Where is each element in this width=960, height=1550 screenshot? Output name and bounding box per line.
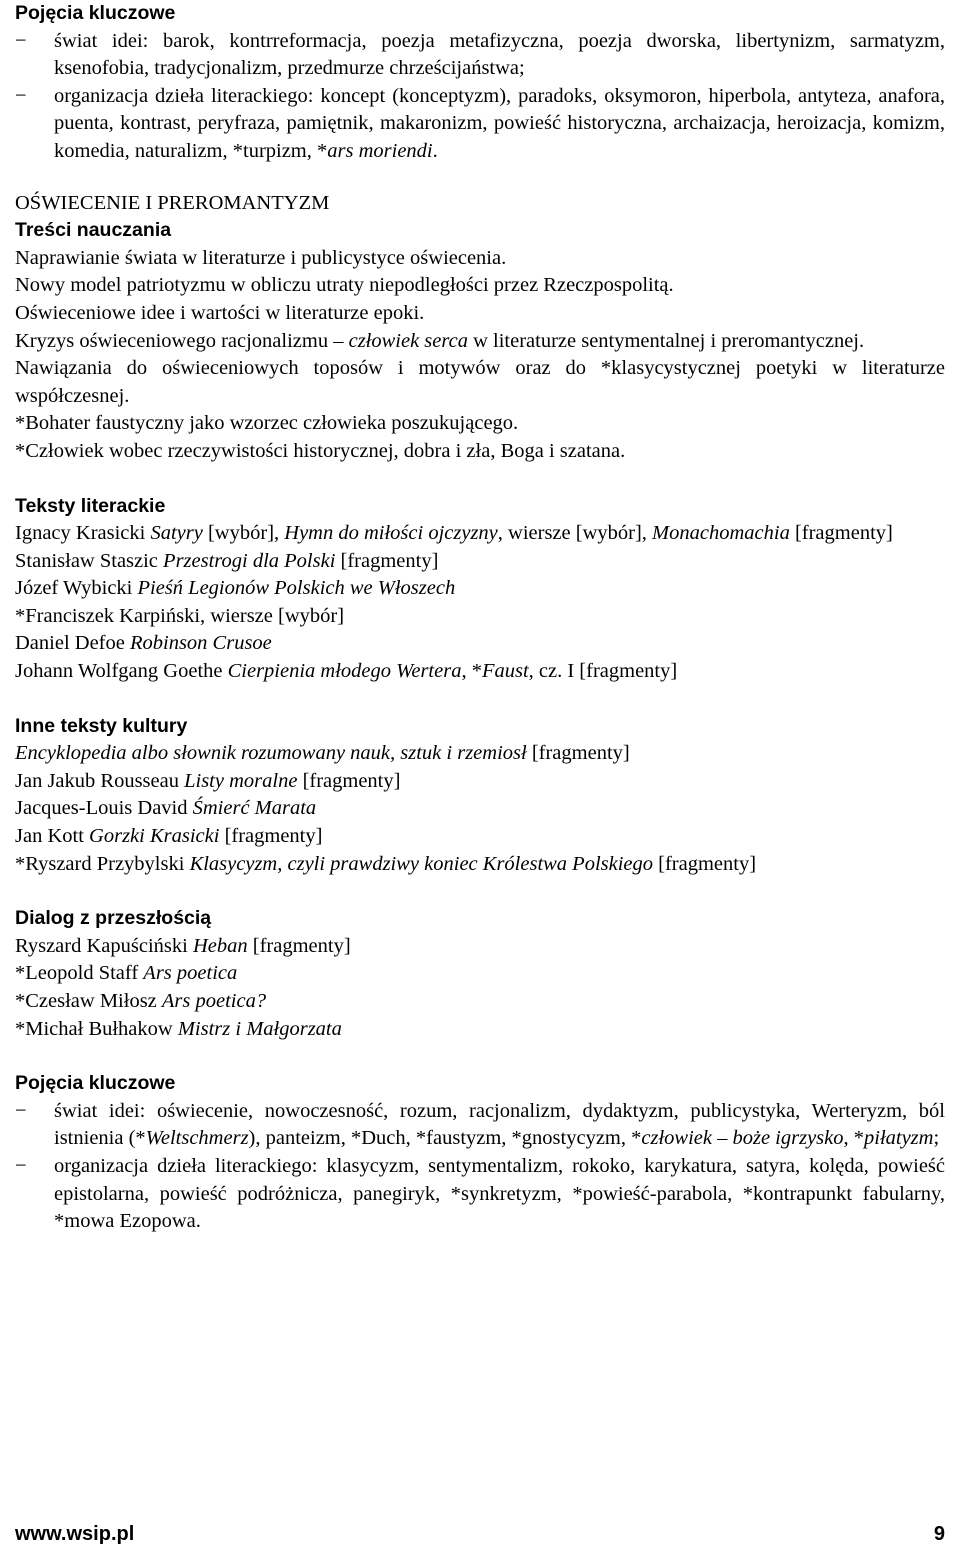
text-run: ), panteizm, *Duch, *faustyzm, *gnostycyzm, *	[248, 1127, 642, 1150]
list-item	[15, 355, 945, 410]
list-item	[15, 272, 945, 300]
list-item	[15, 658, 945, 686]
spacer	[15, 1043, 945, 1070]
text-run: [fragmenty]	[653, 852, 757, 875]
bullet-dash: −	[15, 29, 27, 52]
text-run: , wiersze [wybór],	[497, 522, 653, 545]
text-run: Stanisław Staszic	[15, 549, 164, 572]
era-title: OŚWIECENIE I PREROMANTYZM	[15, 191, 330, 214]
text-run: *Franciszek Karpiński, wiersze [wybór]	[15, 604, 345, 627]
culture-texts-list	[15, 740, 945, 878]
italic-title: Encyklopedia albo słownik rozumowany nauk, sztuk i rzemiosł	[15, 742, 527, 765]
list-item	[15, 851, 945, 879]
text-run: Jan Jakub Rousseau	[15, 769, 185, 792]
italic-title: piłatyzm	[864, 1127, 934, 1150]
dialog-heading: Dialog z przeszłością	[15, 907, 212, 930]
list-item	[15, 438, 945, 466]
text-run: [fragmenty]	[247, 934, 351, 957]
text-run: ;	[933, 1127, 940, 1150]
bullet-item	[15, 1098, 945, 1153]
italic-title: Śmierć Marata	[192, 797, 317, 820]
italic-title: Robinson Crusoe	[129, 632, 272, 655]
text-run: [wybór],	[202, 522, 285, 545]
list-item	[15, 575, 945, 603]
spacer	[15, 878, 945, 905]
list-item	[15, 410, 945, 438]
dialog-list	[15, 933, 945, 1043]
list-item	[15, 520, 945, 548]
italic-title: Przestrogi dla Polski	[163, 549, 336, 572]
text-run: *Ryszard Przybylski	[15, 852, 190, 875]
section-heading-key-concepts-baroque: Pojęcia kluczowe	[15, 2, 176, 24]
text-run: w literaturze sentymentalnej i preromantycznej.	[467, 329, 865, 352]
document-page	[15, 0, 945, 1236]
italic-title: Ars poetica?	[161, 990, 267, 1012]
text-run: , *	[843, 1127, 864, 1150]
list-item	[15, 988, 945, 1016]
list-item	[15, 740, 945, 768]
italic-title: Gorzki Krasicki	[89, 825, 220, 848]
publisher-url: www.wsip.pl	[15, 1523, 135, 1545]
italic-title: Pieśń Legionów Polskich we Włoszech	[137, 577, 456, 600]
text-run: [fragmenty]	[526, 742, 630, 765]
list-item	[15, 933, 945, 961]
italic-title: Weltschmerz	[145, 1127, 249, 1150]
section-heading-key-concepts-enlightenment: Pojęcia kluczowe	[15, 1072, 176, 1095]
list-item	[15, 548, 945, 576]
italic-title: człowiek serca	[348, 329, 468, 352]
list-item	[15, 630, 945, 658]
text-run: [fragmenty]	[219, 825, 323, 848]
text-run: świat idei: oświecenie, nowoczesność, rozum, racjonalizm, dydaktyzm, publicystyka, Werteryzm, ból istnienia (*	[54, 1099, 945, 1150]
list-item	[15, 768, 945, 796]
text-run: Johann Wolfgang Goethe	[15, 660, 228, 683]
text-run: *Bohater faustyczny jako wzorzec człowieka poszukującego.	[15, 412, 519, 435]
text-run: Nowy model patriotyzmu w obliczu utraty niepodległości przez Rzeczpospolitą.	[15, 274, 674, 297]
italic-title: ars moriendi	[327, 139, 433, 162]
italic-title: Monachomachia	[652, 522, 790, 545]
bullet-item	[15, 28, 945, 83]
page-number: 9	[933, 1523, 945, 1545]
spacer	[15, 166, 945, 193]
text-run: , *	[461, 660, 482, 683]
italic-title: Hymn do miłości ojczyzny	[284, 522, 498, 545]
italic-title: Mistrz i Małgorzata	[177, 1017, 342, 1040]
text-run: [fragmenty]	[789, 522, 893, 545]
text-run: świat idei: barok, kontrreformacja, poezja metafizyczna, poezja dworska, libertynizm, sarmatyzm, ksenofobia, tradycjonalizm, przedmurze chrześcijaństwa;	[54, 29, 945, 80]
text-run: Kryzys oświeceniowego racjonalizmu –	[15, 329, 349, 352]
italic-title: Klasycyzm, czyli prawdziwy koniec Królestwa Polskiego	[189, 852, 654, 875]
list-item	[15, 795, 945, 823]
text-run: organizacja dzieła literackiego: klasycyzm, sentymentalizm, rokoko, karykatura, satyra, kolęda, powieść epistolarna, powieść podróżnicza, panegiryk, *synkretyzm, *powieść-parabola, *kontrapunkt fabularny, *mowa Ezopowa.	[54, 1154, 945, 1233]
bullet-dash: −	[15, 1099, 27, 1122]
list-item	[15, 1016, 945, 1044]
text-run: Ryszard Kapuściński	[15, 934, 193, 957]
text-run: .	[432, 139, 438, 162]
list-item	[15, 300, 945, 328]
content-heading: Treści nauczania	[15, 219, 172, 242]
text-run: *Człowiek wobec rzeczywistości historycznej, dobra i zła, Boga i szatana.	[15, 439, 626, 462]
italic-title: Listy moralne	[184, 769, 298, 792]
literary-texts-list	[15, 520, 945, 686]
text-run: *Leopold Staff	[15, 962, 144, 985]
italic-title: człowiek – boże igrzysko	[641, 1127, 844, 1150]
italic-title: Ars poetica	[143, 962, 238, 985]
text-run: Naprawianie świata w literaturze i publicystyce oświecenia.	[15, 246, 507, 269]
italic-title: Heban	[192, 934, 248, 957]
bullet-dash: −	[15, 1154, 27, 1177]
bullet-dash: −	[15, 84, 27, 107]
bullet-list-baroque-concepts	[15, 28, 945, 166]
culture-texts-heading: Inne teksty kultury	[15, 714, 188, 737]
text-run: Daniel Defoe	[15, 632, 130, 655]
literary-texts-heading: Teksty literackie	[15, 494, 166, 517]
text-run: , cz. I [fragmenty]	[528, 660, 678, 683]
text-run: Jacques-Louis David	[15, 797, 193, 820]
text-run: Jan Kott	[15, 825, 90, 848]
list-item	[15, 960, 945, 988]
text-run: Nawiązania do oświeceniowych toposów i motywów oraz do *klasycystycznej poetyki w literaturze współczesnej.	[15, 357, 945, 407]
list-item	[15, 245, 945, 273]
content-list	[15, 245, 945, 466]
bullet-item	[15, 83, 945, 166]
list-item	[15, 603, 945, 631]
text-run: Oświeceniowe idee i wartości w literaturze epoki.	[15, 301, 425, 324]
italic-title: Faust	[481, 660, 529, 683]
bullet-list-enlightenment-concepts	[15, 1098, 945, 1236]
italic-title: Satyry	[150, 522, 203, 545]
spacer	[15, 686, 945, 713]
list-item	[15, 823, 945, 851]
text-run: [fragmenty]	[297, 769, 401, 792]
text-run: Ignacy Krasicki	[15, 522, 151, 545]
text-run: *Czesław Miłosz	[15, 990, 162, 1012]
text-run: *Michał Bułhakow	[15, 1017, 178, 1040]
text-run: organizacja dzieła literackiego: koncept (konceptyzm), paradoks, oksymoron, hiperbola, antyteza, anafora, puenta, kontrast, peryfraza, pamiętnik, makaronizm, powieść historyczna, archaizacja, heroizacja, komizm, komedia, naturalizm, *turpizm, *	[54, 84, 945, 162]
text-run: [fragmenty]	[335, 549, 439, 572]
spacer	[15, 466, 945, 493]
text-run: Józef Wybicki	[15, 577, 138, 600]
italic-title: Cierpienia młodego Wertera	[227, 660, 462, 683]
bullet-item	[15, 1153, 945, 1236]
list-item	[15, 328, 945, 356]
